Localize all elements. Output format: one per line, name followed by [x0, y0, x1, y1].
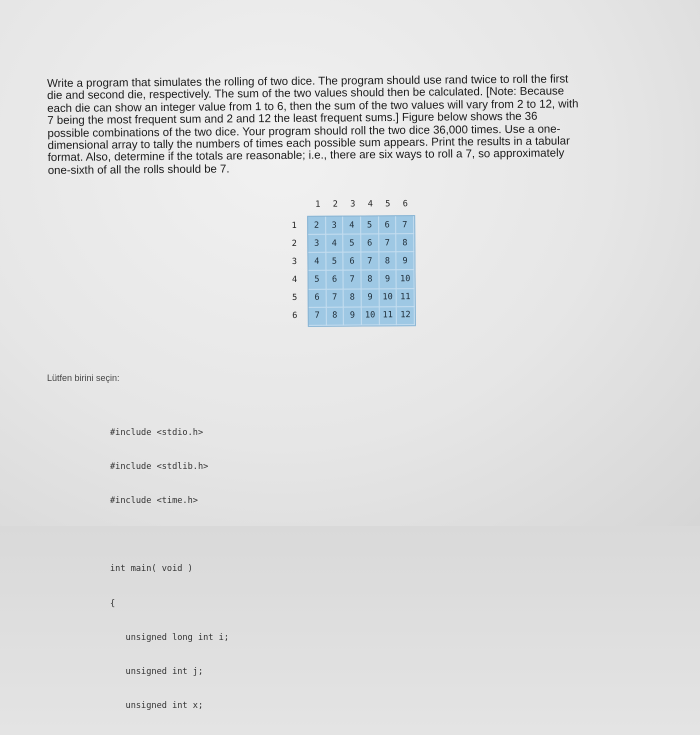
- grid-cell: 5: [326, 253, 344, 271]
- grid-cell: 6: [344, 253, 362, 271]
- code-line: unsigned int x;: [110, 701, 204, 712]
- column-header: 1: [315, 199, 321, 210]
- code-line: [110, 530, 229, 541]
- question-line: one-sixth of all the rolls should be 7.: [47, 163, 230, 177]
- question-line: Write a program that simulates the rolling of two dice. The program should use rand twice to roll the first: [47, 73, 569, 90]
- question-line: format. Also, determine if the totals are reasonable; i.e., there are six ways to roll a 7, so approximately: [47, 147, 565, 165]
- grid-cell: 9: [362, 289, 380, 307]
- grid-cell: 4: [308, 253, 326, 271]
- grid-cell: 6: [309, 289, 327, 307]
- column-header: 2: [332, 199, 338, 210]
- grid-cell: 8: [344, 289, 362, 307]
- column-header: 6: [402, 199, 408, 210]
- row-header: 6: [292, 310, 298, 321]
- grid-cell: 4: [343, 216, 361, 234]
- grid-cell: 12: [397, 307, 415, 325]
- answer-prompt: Lütfen birini seçin:: [47, 373, 120, 383]
- grid-cell: 5: [361, 216, 379, 234]
- question-line: dimensional array to tally the numbers of times each possible sum appears. Print the results in a tabular: [47, 135, 570, 153]
- grid-cell: 11: [397, 289, 415, 307]
- row-header: 4: [291, 274, 298, 285]
- grid-cell: 9: [344, 307, 362, 325]
- grid-cell: 7: [361, 253, 379, 271]
- grid-cell: 4: [326, 235, 344, 253]
- row-headers: [287, 217, 302, 325]
- column-headers: [309, 199, 414, 210]
- grid-cell: 10: [379, 289, 397, 307]
- row-header: 2: [291, 238, 297, 249]
- grid-cell: 8: [379, 253, 397, 271]
- grid-cell: 6: [326, 271, 344, 289]
- grid-cell: 7: [379, 234, 397, 252]
- code-line: #include <time.h>: [110, 496, 198, 507]
- code-line: #include <stdlib.h>: [110, 462, 209, 473]
- column-header: 3: [350, 199, 356, 210]
- grid-cell: 8: [361, 271, 379, 289]
- grid-cell: 7: [309, 308, 327, 326]
- sum-grid: [307, 215, 416, 327]
- grid-cell: 7: [326, 289, 344, 307]
- question-line: each die can show an integer value from 1 to 6, then the sum of the two values will vary from 2 to 12, with: [47, 98, 579, 115]
- grid-cell: 3: [326, 217, 344, 235]
- grid-cell: 3: [308, 235, 326, 253]
- grid-cell: 8: [326, 307, 344, 325]
- question-text: [47, 73, 678, 178]
- code-line: unsigned long int i;: [110, 632, 229, 643]
- grid-cell: 11: [379, 307, 397, 325]
- row-header: 3: [291, 256, 298, 267]
- grid-cell: 10: [362, 307, 380, 325]
- column-header: 4: [367, 199, 373, 210]
- grid-cell: 2: [308, 217, 326, 235]
- grid-cell: 7: [396, 216, 414, 234]
- question-line: die and second die, respectively. The sum of the two values should then be calculated. [Note: Because: [47, 85, 565, 103]
- question-line: 7 being the most frequent sum and 2 and 12 the least frequent sums.] Figure below shows the 36: [47, 110, 538, 128]
- grid-cell: 9: [379, 271, 397, 289]
- grid-cell: 9: [397, 252, 415, 270]
- column-header: 5: [385, 199, 391, 210]
- question-line: possible combinations of the two dice. Your program should roll the two dice 36,000 times. Use a one-: [47, 123, 561, 140]
- grid-cell: 8: [397, 234, 415, 252]
- grid-cell: 10: [397, 271, 415, 289]
- grid-cell: 6: [379, 216, 397, 234]
- grid-cell: 7: [344, 271, 362, 289]
- code-line: #include <stdio.h>: [110, 427, 204, 438]
- grid-cell: 5: [308, 271, 326, 289]
- code-option[interactable]: [110, 405, 229, 735]
- code-line: {: [110, 598, 116, 609]
- grid-cell: 5: [344, 235, 362, 253]
- row-header: 1: [291, 220, 297, 231]
- grid-cell: 6: [361, 235, 379, 253]
- code-line: int main( void ): [110, 564, 193, 575]
- row-header: 5: [292, 292, 298, 303]
- code-line: unsigned int j;: [110, 666, 204, 677]
